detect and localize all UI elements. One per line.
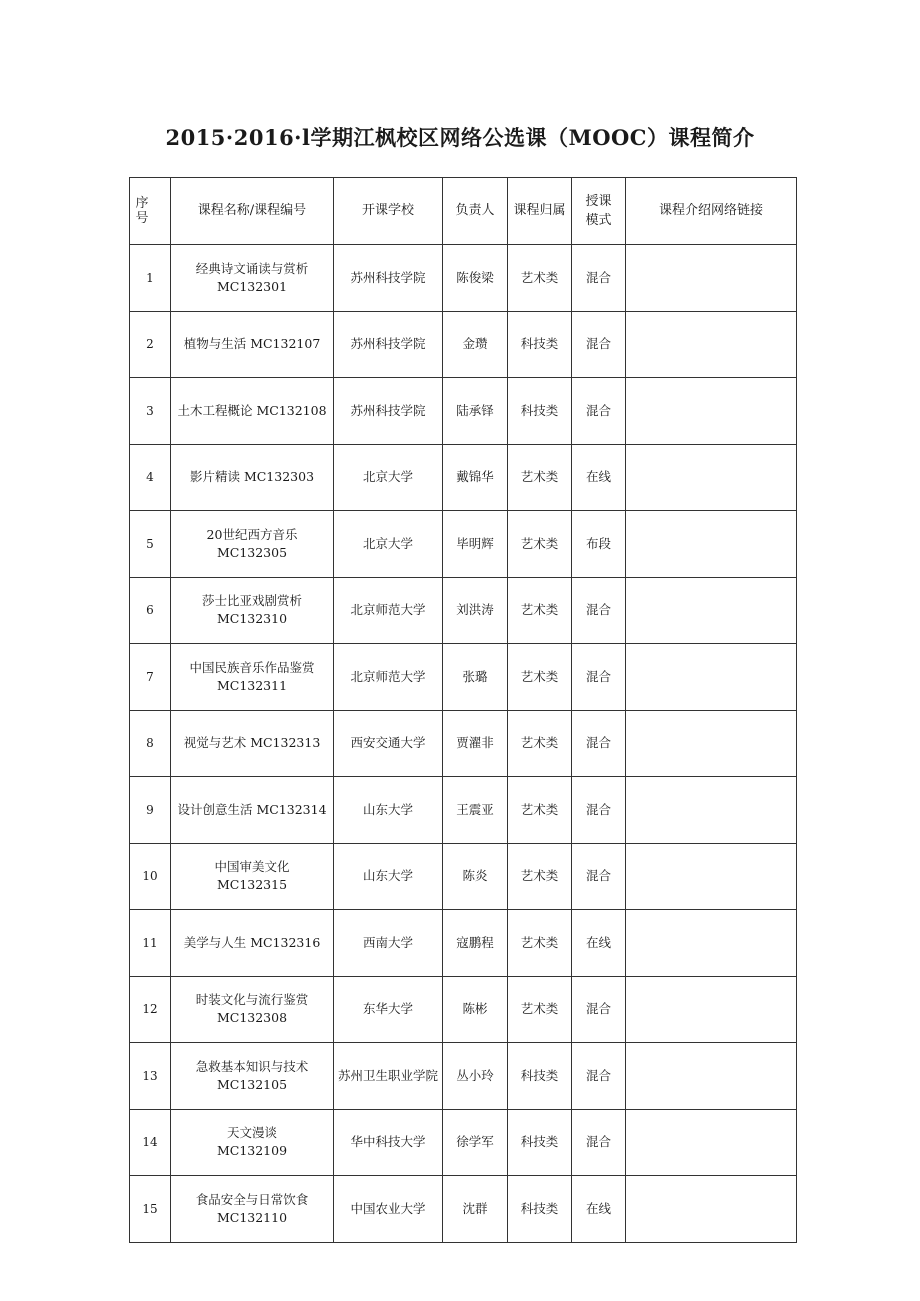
row-category: 科技类 xyxy=(508,378,572,445)
row-no: 15 xyxy=(130,1176,171,1243)
table-row xyxy=(130,644,797,711)
table-row xyxy=(130,910,797,977)
row-school: 东华大学 xyxy=(334,976,443,1043)
row-category: 科技类 xyxy=(508,1109,572,1176)
header-category: 课程归属 xyxy=(508,178,572,245)
course-name-line1: 美学与人生 MC132316 xyxy=(183,934,321,950)
course-name-line2: MC132311 xyxy=(216,677,288,693)
course-name-line1: 视觉与艺术 MC132313 xyxy=(183,735,321,751)
course-name-line1: 急救基本知识与技术 xyxy=(195,1058,309,1074)
row-link[interactable] xyxy=(626,311,797,378)
row-category: 艺术类 xyxy=(508,976,572,1043)
course-name-line1: 时装文化与流行鉴赏 xyxy=(195,992,309,1008)
row-category: 艺术类 xyxy=(508,910,572,977)
row-person: 陆承铎 xyxy=(443,378,508,445)
document-title: 2015·2016·l学期江枫校区网络公选课（MOOC）课程简介 xyxy=(165,125,755,150)
table-row xyxy=(130,976,797,1043)
table-row xyxy=(130,710,797,777)
course-name-line1: 植物与生活 MC132107 xyxy=(183,336,321,352)
row-school: 山东大学 xyxy=(334,843,443,910)
table-row xyxy=(130,1043,797,1110)
row-person: 陈俊梁 xyxy=(443,245,508,312)
row-no: 1 xyxy=(130,245,171,312)
row-person: 贾濯非 xyxy=(443,710,508,777)
row-person: 丛小玲 xyxy=(443,1043,508,1110)
row-link[interactable] xyxy=(626,644,797,711)
row-person: 陈彬 xyxy=(443,976,508,1043)
row-category: 艺术类 xyxy=(508,245,572,312)
row-course-name xyxy=(171,245,334,312)
row-mode: 在线 xyxy=(572,1176,626,1243)
row-person: 刘洪涛 xyxy=(443,577,508,644)
row-mode: 混合 xyxy=(572,245,626,312)
row-course-name xyxy=(171,1176,334,1243)
header-school: 开课学校 xyxy=(334,178,443,245)
row-category: 艺术类 xyxy=(508,511,572,578)
row-school: 北京师范大学 xyxy=(334,577,443,644)
row-category: 艺术类 xyxy=(508,444,572,511)
header-link: 课程介绍网络链接 xyxy=(626,178,797,245)
row-person: 张璐 xyxy=(443,644,508,711)
row-school: 北京大学 xyxy=(334,511,443,578)
row-category: 科技类 xyxy=(508,311,572,378)
row-school: 苏州卫生职业学院 xyxy=(334,1043,443,1110)
course-name-line1: 食品安全与日常饮食 xyxy=(195,1191,309,1207)
header-name: 课程名称/课程编号 xyxy=(171,178,334,245)
row-category: 艺术类 xyxy=(508,577,572,644)
row-no: 4 xyxy=(130,444,171,511)
row-no: 10 xyxy=(130,843,171,910)
row-course-name xyxy=(171,311,334,378)
row-person: 沈群 xyxy=(443,1176,508,1243)
header-no: 序号 xyxy=(130,178,171,245)
row-category: 艺术类 xyxy=(508,777,572,844)
row-mode: 混合 xyxy=(572,1043,626,1110)
row-no: 7 xyxy=(130,644,171,711)
row-school: 苏州科技学院 xyxy=(334,311,443,378)
course-name-line2: MC132315 xyxy=(216,877,288,893)
row-link[interactable] xyxy=(626,378,797,445)
row-no: 12 xyxy=(130,976,171,1043)
row-no: 2 xyxy=(130,311,171,378)
row-mode: 混合 xyxy=(572,644,626,711)
row-school: 北京师范大学 xyxy=(334,644,443,711)
course-name-line1: 影片精读 MC132303 xyxy=(189,469,315,485)
row-category: 艺术类 xyxy=(508,843,572,910)
row-course-name xyxy=(171,511,334,578)
header-person: 负责人 xyxy=(443,178,508,245)
row-school: 西安交通大学 xyxy=(334,710,443,777)
row-link[interactable] xyxy=(626,910,797,977)
row-course-name xyxy=(171,710,334,777)
row-mode: 混合 xyxy=(572,777,626,844)
row-person: 寇鹏程 xyxy=(443,910,508,977)
row-course-name xyxy=(171,444,334,511)
row-mode: 布段 xyxy=(572,511,626,578)
row-course-name xyxy=(171,1043,334,1110)
course-name-line1: 设计创意生活 MC132314 xyxy=(177,801,327,817)
course-name-line1: 天文漫谈 xyxy=(226,1125,277,1141)
table-row xyxy=(130,245,797,312)
row-school: 西南大学 xyxy=(334,910,443,977)
row-link[interactable] xyxy=(626,976,797,1043)
course-name-line1: 莎士比亚戏剧赏析 xyxy=(201,593,302,609)
course-name-line2: MC132310 xyxy=(216,611,288,627)
course-name-line1: 土木工程概论 MC132108 xyxy=(177,402,327,418)
row-mode: 混合 xyxy=(572,378,626,445)
course-table xyxy=(129,177,797,1243)
course-name-line2: MC132110 xyxy=(216,1209,288,1225)
row-link[interactable] xyxy=(626,1109,797,1176)
row-school: 苏州科技学院 xyxy=(334,245,443,312)
table-row xyxy=(130,378,797,445)
row-course-name xyxy=(171,976,334,1043)
row-person: 毕明辉 xyxy=(443,511,508,578)
row-mode: 混合 xyxy=(572,710,626,777)
row-school: 北京大学 xyxy=(334,444,443,511)
row-mode: 混合 xyxy=(572,1109,626,1176)
row-link[interactable] xyxy=(626,843,797,910)
table-row xyxy=(130,311,797,378)
row-no: 6 xyxy=(130,577,171,644)
row-link[interactable] xyxy=(626,444,797,511)
course-name-line1: 20世纪西方音乐 MC132305 xyxy=(206,526,298,560)
course-name-line1: 中国审美文化 xyxy=(214,859,290,875)
course-name-line2: MC132105 xyxy=(216,1076,288,1092)
row-mode: 混合 xyxy=(572,976,626,1043)
course-name-line1: 经典诗文诵读与赏析 xyxy=(195,260,309,276)
row-course-name xyxy=(171,378,334,445)
row-link[interactable] xyxy=(626,245,797,312)
row-no: 14 xyxy=(130,1109,171,1176)
row-course-name xyxy=(171,777,334,844)
row-link[interactable] xyxy=(626,777,797,844)
row-school: 苏州科技学院 xyxy=(334,378,443,445)
row-course-name xyxy=(171,644,334,711)
row-course-name xyxy=(171,1109,334,1176)
table-row xyxy=(130,511,797,578)
row-school: 中国农业大学 xyxy=(334,1176,443,1243)
row-mode: 混合 xyxy=(572,843,626,910)
row-course-name xyxy=(171,577,334,644)
course-name-line2: MC132308 xyxy=(216,1010,288,1026)
course-name-line2: MC132301 xyxy=(216,278,288,294)
header-mode: 授课模式 xyxy=(572,178,626,245)
course-name-line2: MC132109 xyxy=(216,1143,288,1159)
row-school: 华中科技大学 xyxy=(334,1109,443,1176)
row-school: 山东大学 xyxy=(334,777,443,844)
course-name-line1: 中国民族音乐作品鉴赏 xyxy=(189,659,315,675)
row-link[interactable] xyxy=(626,577,797,644)
row-category: 艺术类 xyxy=(508,710,572,777)
row-link[interactable] xyxy=(626,1176,797,1243)
row-no: 13 xyxy=(130,1043,171,1110)
row-person: 陈炎 xyxy=(443,843,508,910)
row-course-name xyxy=(171,910,334,977)
row-no: 5 xyxy=(130,511,171,578)
row-link[interactable] xyxy=(626,1043,797,1110)
table-row xyxy=(130,1176,797,1243)
table-row xyxy=(130,444,797,511)
table-header-row xyxy=(130,178,797,245)
row-course-name xyxy=(171,843,334,910)
row-category: 艺术类 xyxy=(508,644,572,711)
row-person: 金瓒 xyxy=(443,311,508,378)
table-row xyxy=(130,1109,797,1176)
row-category: 科技类 xyxy=(508,1176,572,1243)
row-link[interactable] xyxy=(626,710,797,777)
row-link[interactable] xyxy=(626,511,797,578)
row-category: 科技类 xyxy=(508,1043,572,1110)
table-row xyxy=(130,577,797,644)
row-person: 徐学军 xyxy=(443,1109,508,1176)
table-row xyxy=(130,777,797,844)
row-mode: 在线 xyxy=(572,444,626,511)
row-no: 8 xyxy=(130,710,171,777)
row-no: 9 xyxy=(130,777,171,844)
row-person: 王震亚 xyxy=(443,777,508,844)
row-no: 11 xyxy=(130,910,171,977)
row-no: 3 xyxy=(130,378,171,445)
row-mode: 在线 xyxy=(572,910,626,977)
row-mode: 混合 xyxy=(572,311,626,378)
row-person: 戴锦华 xyxy=(443,444,508,511)
row-mode: 混合 xyxy=(572,577,626,644)
table-row xyxy=(130,843,797,910)
